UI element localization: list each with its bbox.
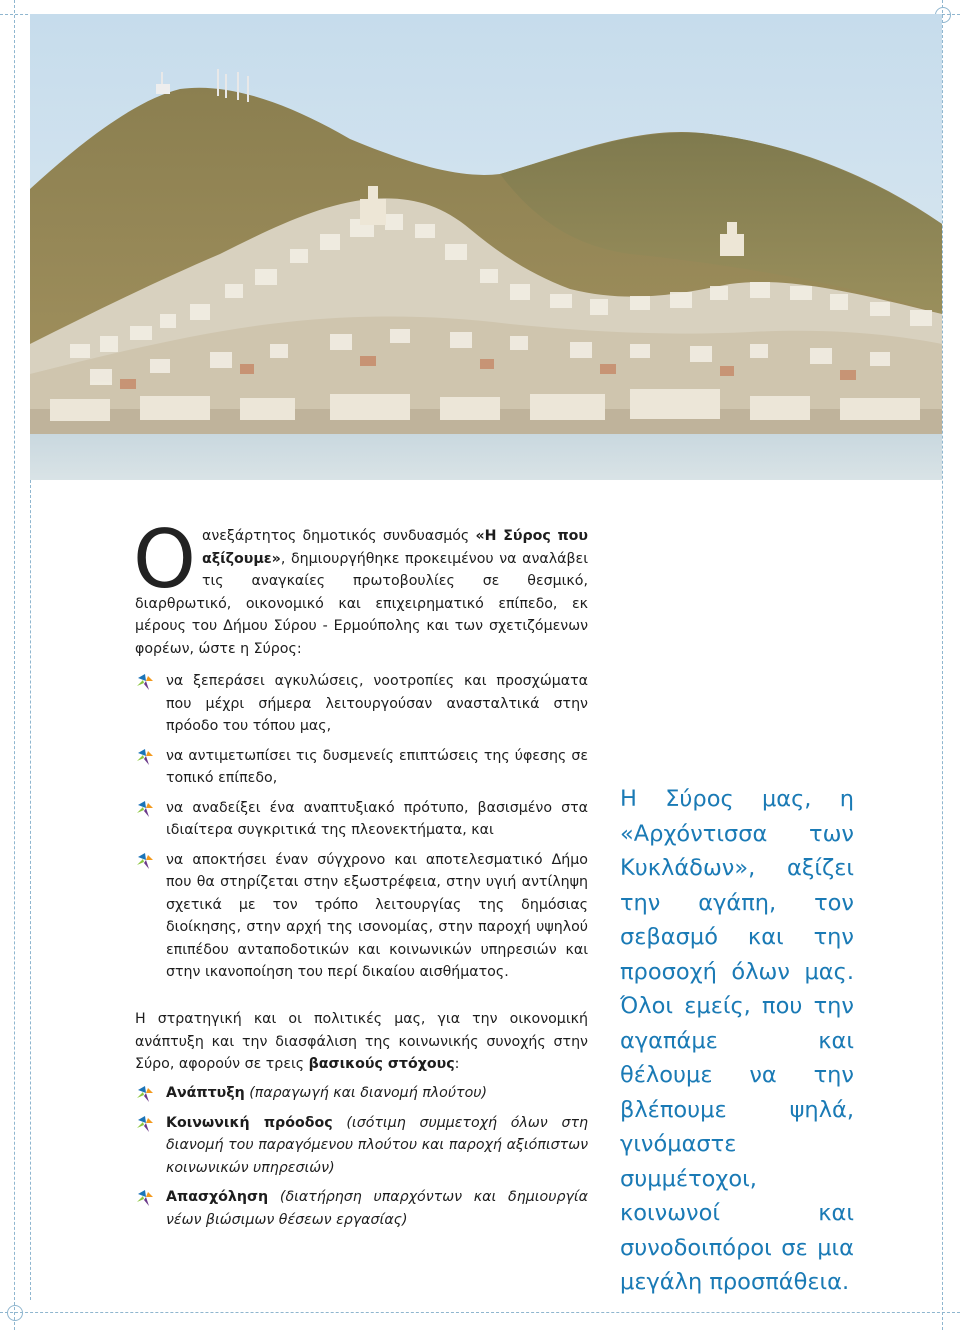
- star-bullet-icon: [135, 1188, 155, 1208]
- goal-item: [135, 849, 588, 984]
- objective-title: Ανάπτυξη: [166, 1085, 245, 1101]
- goal-text: να αναδείξει ένα αναπτυξιακό πρότυπο, βασισμένο στα ιδιαίτερα συγκριτικά της πλεονεκτήματα, και: [166, 799, 588, 838]
- star-bullet-icon: [135, 1114, 155, 1134]
- objectives-list: [135, 1082, 588, 1238]
- objective-description: (παραγωγή και διανομή πλούτου): [244, 1085, 487, 1101]
- goal-item: [135, 745, 588, 790]
- intro-text-start: ανεξάρτητος δημοτικός συνδυασμός: [201, 528, 476, 544]
- objective-item: [135, 1112, 588, 1180]
- star-bullet-icon: [135, 799, 155, 819]
- goal-item: [135, 670, 588, 738]
- strategy-paragraph: [135, 1008, 588, 1076]
- syros-harbour-photo: [30, 14, 942, 480]
- strategy-key-goals: βασικούς στόχους: [308, 1056, 455, 1072]
- syros-harbour-illustration: [30, 14, 942, 480]
- strategy-colon: :: [454, 1056, 460, 1072]
- star-bullet-icon: [135, 672, 155, 692]
- objective-description: (διατήρηση υπαρχόντων και δημιουργία νέων βιώσιμων θέσεων εργασίας): [166, 1189, 588, 1228]
- objective-title: Απασχόληση: [166, 1189, 269, 1205]
- objective-title: Κοινωνική πρόοδος: [166, 1114, 333, 1131]
- pull-quote: Η Σύρος μας, η «Αρχόντισσα των Κυκλάδων», αξίζει την αγάπη, τον σεβασμό και την προσοχή όλων μας. Όλοι εμείς, που την αγαπάμε και θέλουμε να την βλέπουμε ψηλά, γινόμαστε συμμέτοχοι, κοινωνοί και συνοδοιπόροι σε μια μεγάλη προσπάθεια.: [620, 786, 854, 1295]
- star-bullet-icon: [135, 747, 155, 767]
- drop-cap: Ο: [133, 513, 196, 606]
- goal-text: να αποκτήσει έναν σύγχρονο και αποτελεσματικό Δήμο που θα στηρίζεται στην εξωστρέφεια, στην υγιή αντίληψη σχετικά με τον τρόπο λειτουργίας της δημόσιας διοίκησης, στην αρχή της ισονομίας, στην παροχή υψηλού επιπέδου ανταποδοτικών και κοινωνικών υπηρεσιών και στην ικανοποίηση του περί δικαίου αισθήματος.: [166, 851, 588, 980]
- intro-coalition-name: «Η Σύρος που αξίζουμε»: [201, 528, 588, 567]
- intro-text-end: , δημιουργήθηκε προκειμένου να αναλάβει τις αναγκαίες πρωτοβουλίες σε θεσμικό, διαρθρωτικό, οικονομικό και επιχειρηματικό επίπεδο, εκ μέρους του Δήμου Σύρου - Ερμούπολης και των σχετιζόμενων φορέων, ώστε η Σύρος:: [135, 550, 588, 657]
- crop-line-bottom: [0, 1312, 960, 1313]
- objective-item: [135, 1186, 588, 1231]
- crop-line-left: [14, 0, 15, 1330]
- objective-item: [135, 1082, 588, 1105]
- crop-line-left-inner: [30, 480, 31, 1300]
- crop-line-right: [942, 0, 943, 1330]
- goal-text: να ξεπεράσει αγκυλώσεις, νοοτροπίες και προσχώματα που μέχρι σήμερα λειτουργούσαν ανασταλτικά στην πρόοδο του τόπου μας,: [166, 673, 588, 734]
- intro-paragraph: [133, 513, 588, 660]
- objective-description: (ισότιμη συμμετοχή όλων στη διανομή του παραγόμενου πλούτου και παροχή αξιόπιστων κοινωνικών υπηρεσιών): [166, 1114, 588, 1176]
- goal-item: [135, 797, 588, 842]
- goals-list: [135, 670, 588, 991]
- registration-mark-bottom-left: [7, 1305, 23, 1321]
- star-bullet-icon: [135, 851, 155, 871]
- strategy-text: Η στρατηγική και οι πολιτικές μας, για την οικονομική ανάπτυξη και την διασφάλιση της κοινωνικής συνοχής στην Σύρο, αφορούν σε τρεις: [135, 1011, 588, 1072]
- star-bullet-icon: [135, 1084, 155, 1104]
- goal-text: να αντιμετωπίσει τις δυσμενείς επιπτώσεις της ύφεσης σε τοπικό επίπεδο,: [166, 747, 588, 786]
